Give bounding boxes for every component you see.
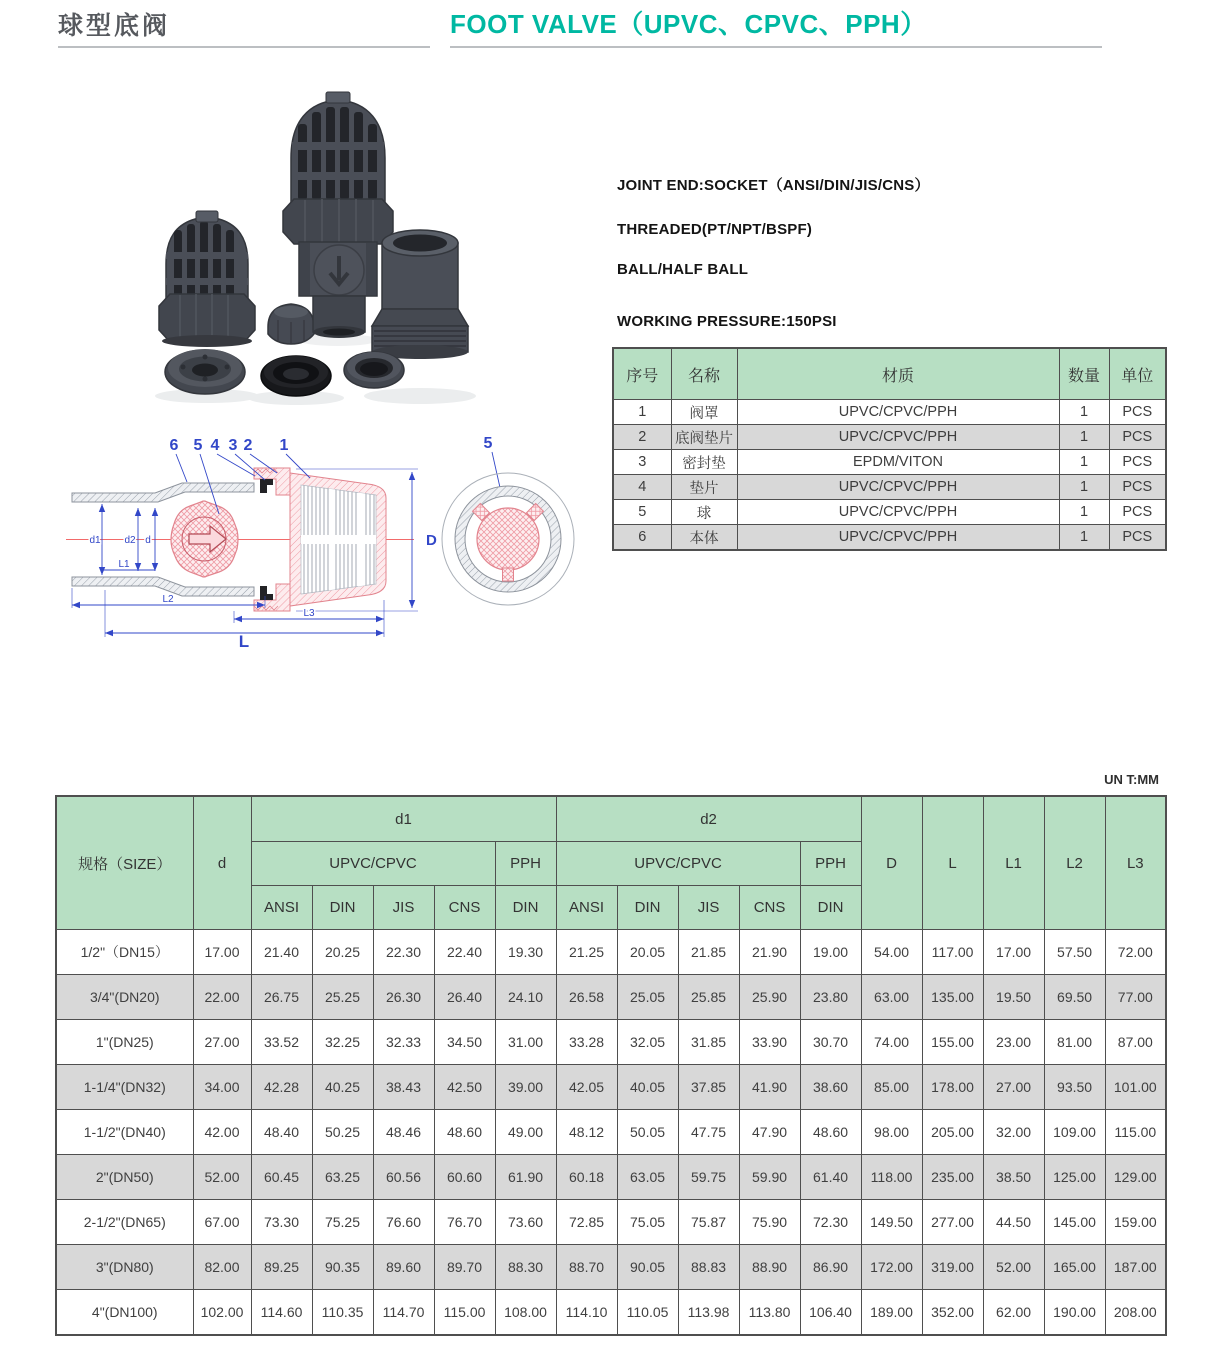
table-cell: 129.00 bbox=[1105, 1155, 1166, 1200]
col-header-L3: L3 bbox=[1105, 796, 1166, 930]
table-cell: 208.00 bbox=[1105, 1290, 1166, 1336]
table-cell: 1 bbox=[1059, 525, 1109, 551]
col-header-din-d1: DIN bbox=[312, 886, 373, 930]
end-view-part-label: 5 bbox=[483, 435, 493, 452]
table-cell: 41.90 bbox=[739, 1065, 800, 1110]
table-cell: 垫片 bbox=[671, 475, 737, 500]
table-cell: 59.75 bbox=[678, 1155, 739, 1200]
dim-D: D bbox=[426, 532, 437, 549]
part-label-5: 5 bbox=[193, 437, 203, 454]
gasket-gray-right bbox=[344, 352, 404, 388]
ball-section bbox=[171, 501, 238, 577]
table-cell: UPVC/CPVC/PPH bbox=[737, 400, 1059, 425]
table-cell: 60.60 bbox=[434, 1155, 495, 1200]
table-cell: 1"(DN25) bbox=[56, 1020, 193, 1065]
part-label-4: 4 bbox=[210, 437, 220, 454]
gasket-gray-left bbox=[165, 349, 245, 394]
table-cell: 40.05 bbox=[617, 1065, 678, 1110]
part-label-3: 3 bbox=[228, 437, 238, 454]
table-cell: 49.00 bbox=[495, 1110, 556, 1155]
table-cell: 117.00 bbox=[922, 930, 983, 975]
table-cell: 114.60 bbox=[251, 1290, 312, 1336]
valve-cap bbox=[268, 304, 314, 344]
table-cell: 90.05 bbox=[617, 1245, 678, 1290]
table-cell: 20.05 bbox=[617, 930, 678, 975]
table-cell: 76.60 bbox=[373, 1200, 434, 1245]
table-cell: EPDM/VITON bbox=[737, 450, 1059, 475]
table-row bbox=[613, 475, 1166, 500]
table-cell: 63.05 bbox=[617, 1155, 678, 1200]
table-cell: 2-1/2"(DN65) bbox=[56, 1200, 193, 1245]
col-header-din-d2: DIN bbox=[617, 886, 678, 930]
table-row bbox=[56, 1020, 1166, 1065]
table-cell: 19.00 bbox=[800, 930, 861, 975]
table-cell: 85.00 bbox=[861, 1065, 922, 1110]
table-row bbox=[613, 450, 1166, 475]
table-cell: 底阀垫片 bbox=[671, 425, 737, 450]
col-header-jis-d1: JIS bbox=[373, 886, 434, 930]
table-cell: 25.90 bbox=[739, 975, 800, 1020]
table-cell: 60.18 bbox=[556, 1155, 617, 1200]
table-row bbox=[56, 1110, 1166, 1155]
table-cell: 32.00 bbox=[983, 1110, 1044, 1155]
part-label-1: 1 bbox=[279, 437, 289, 454]
small-strainer-cage bbox=[159, 211, 255, 347]
table-row bbox=[613, 500, 1166, 525]
table-cell: 187.00 bbox=[1105, 1245, 1166, 1290]
col-header-d: d bbox=[193, 796, 251, 930]
table-cell: 38.43 bbox=[373, 1065, 434, 1110]
table-cell: 50.25 bbox=[312, 1110, 373, 1155]
col-header-L2: L2 bbox=[1044, 796, 1105, 930]
table-cell: 155.00 bbox=[922, 1020, 983, 1065]
col-header-name: 名称 bbox=[671, 348, 737, 400]
table-cell: 34.50 bbox=[434, 1020, 495, 1065]
table-cell: 32.05 bbox=[617, 1020, 678, 1065]
end-view bbox=[442, 473, 574, 605]
unit-note: UN T:MM bbox=[1104, 772, 1159, 787]
table-cell: 5 bbox=[613, 500, 671, 525]
table-cell: 33.52 bbox=[251, 1020, 312, 1065]
col-header-material: 材质 bbox=[737, 348, 1059, 400]
dim-d2: d2 bbox=[124, 535, 136, 546]
part-label-2: 2 bbox=[243, 437, 253, 454]
table-cell: 32.33 bbox=[373, 1020, 434, 1065]
table-cell: 76.70 bbox=[434, 1200, 495, 1245]
table-cell: 135.00 bbox=[922, 975, 983, 1020]
spec-working-pressure: WORKING PRESSURE:150PSI bbox=[617, 313, 837, 330]
table-cell: 172.00 bbox=[861, 1245, 922, 1290]
dim-L: L bbox=[238, 632, 250, 651]
col-group-upvc-d2: UPVC/CPVC bbox=[556, 842, 800, 886]
table-cell: 48.46 bbox=[373, 1110, 434, 1155]
spec-threaded: THREADED(PT/NPT/BSPF) bbox=[617, 221, 813, 238]
table-cell: 125.00 bbox=[1044, 1155, 1105, 1200]
table-cell: 57.50 bbox=[1044, 930, 1105, 975]
table-cell: 159.00 bbox=[1105, 1200, 1166, 1245]
table-cell: 52.00 bbox=[193, 1155, 251, 1200]
col-group-upvc-d1: UPVC/CPVC bbox=[251, 842, 495, 886]
table-cell: 39.00 bbox=[495, 1065, 556, 1110]
table-cell: 89.60 bbox=[373, 1245, 434, 1290]
table-cell: 26.75 bbox=[251, 975, 312, 1020]
table-cell: 63.25 bbox=[312, 1155, 373, 1200]
table-cell: 1-1/2"(DN40) bbox=[56, 1110, 193, 1155]
table-cell: PCS bbox=[1109, 400, 1166, 425]
table-cell: 40.25 bbox=[312, 1065, 373, 1110]
table-cell: 44.50 bbox=[983, 1200, 1044, 1245]
parts-header-row bbox=[613, 348, 1166, 400]
col-header-ansi-d1: ANSI bbox=[251, 886, 312, 930]
product-photo bbox=[100, 80, 600, 420]
table-cell: 110.05 bbox=[617, 1290, 678, 1336]
table-cell: 42.50 bbox=[434, 1065, 495, 1110]
col-header-L: L bbox=[922, 796, 983, 930]
table-cell: 82.00 bbox=[193, 1245, 251, 1290]
table-cell: 48.40 bbox=[251, 1110, 312, 1155]
table-cell: 165.00 bbox=[1044, 1245, 1105, 1290]
table-cell: 27.00 bbox=[193, 1020, 251, 1065]
table-cell: 38.60 bbox=[800, 1065, 861, 1110]
table-row bbox=[56, 930, 1166, 975]
gasket-black-middle bbox=[261, 356, 331, 396]
table-cell: 1 bbox=[1059, 450, 1109, 475]
technical-drawing bbox=[58, 418, 603, 653]
table-cell: 60.56 bbox=[373, 1155, 434, 1200]
table-cell: PCS bbox=[1109, 450, 1166, 475]
table-cell: 114.70 bbox=[373, 1290, 434, 1336]
table-cell: 1 bbox=[613, 400, 671, 425]
table-cell: 110.35 bbox=[312, 1290, 373, 1336]
col-group-d1: d1 bbox=[251, 796, 556, 842]
title-underline-left bbox=[58, 46, 430, 48]
table-cell: 26.40 bbox=[434, 975, 495, 1020]
table-cell: 149.50 bbox=[861, 1200, 922, 1245]
table-cell: 277.00 bbox=[922, 1200, 983, 1245]
table-cell: 42.28 bbox=[251, 1065, 312, 1110]
table-cell: 22.30 bbox=[373, 930, 434, 975]
strainer-section bbox=[290, 473, 386, 606]
spec-ball: BALL/HALF BALL bbox=[617, 261, 749, 278]
table-cell: 73.60 bbox=[495, 1200, 556, 1245]
table-cell: 88.83 bbox=[678, 1245, 739, 1290]
table-cell: 75.25 bbox=[312, 1200, 373, 1245]
table-cell: 4 bbox=[613, 475, 671, 500]
table-cell: 3"(DN80) bbox=[56, 1245, 193, 1290]
table-cell: 25.25 bbox=[312, 975, 373, 1020]
table-cell: 17.00 bbox=[193, 930, 251, 975]
table-cell: 38.50 bbox=[983, 1155, 1044, 1200]
table-cell: 52.00 bbox=[983, 1245, 1044, 1290]
table-cell: 26.58 bbox=[556, 975, 617, 1020]
table-cell: UPVC/CPVC/PPH bbox=[737, 425, 1059, 450]
dimension-table bbox=[55, 795, 1167, 1336]
table-cell: 阀罩 bbox=[671, 400, 737, 425]
table-cell: 1/2"（DN15） bbox=[56, 930, 193, 975]
table-cell: 75.87 bbox=[678, 1200, 739, 1245]
table-cell: 50.05 bbox=[617, 1110, 678, 1155]
table-cell: UPVC/CPVC/PPH bbox=[737, 475, 1059, 500]
table-cell: 62.00 bbox=[983, 1290, 1044, 1336]
table-cell: 31.85 bbox=[678, 1020, 739, 1065]
table-cell: 球 bbox=[671, 500, 737, 525]
parts-table-wrap bbox=[612, 347, 1165, 551]
table-cell: 67.00 bbox=[193, 1200, 251, 1245]
table-cell: 61.90 bbox=[495, 1155, 556, 1200]
table-cell: 60.45 bbox=[251, 1155, 312, 1200]
table-cell: 113.98 bbox=[678, 1290, 739, 1336]
table-cell: 1 bbox=[1059, 425, 1109, 450]
col-group-pph-d1: PPH bbox=[495, 842, 556, 886]
table-row bbox=[56, 1200, 1166, 1245]
table-cell: 87.00 bbox=[1105, 1020, 1166, 1065]
table-row bbox=[56, 1290, 1166, 1336]
col-header-size: 规格（SIZE） bbox=[56, 796, 193, 930]
table-cell: 47.90 bbox=[739, 1110, 800, 1155]
col-header-no: 序号 bbox=[613, 348, 671, 400]
col-header-D: D bbox=[861, 796, 922, 930]
table-cell: 26.30 bbox=[373, 975, 434, 1020]
col-header-pphdin-d1: DIN bbox=[495, 886, 556, 930]
table-cell: 88.90 bbox=[739, 1245, 800, 1290]
table-cell: 75.90 bbox=[739, 1200, 800, 1245]
table-cell: PCS bbox=[1109, 525, 1166, 551]
table-cell: 42.00 bbox=[193, 1110, 251, 1155]
page-title-en: FOOT VALVE（UPVC、CPVC、PPH） bbox=[450, 9, 927, 39]
spec-joint-end: JOINT END:SOCKET（ANSI/DIN/JIS/CNS） bbox=[617, 177, 930, 194]
table-cell: 102.00 bbox=[193, 1290, 251, 1336]
table-cell: 189.00 bbox=[861, 1290, 922, 1336]
table-cell: 118.00 bbox=[861, 1155, 922, 1200]
col-header-L1: L1 bbox=[983, 796, 1044, 930]
table-cell: PCS bbox=[1109, 475, 1166, 500]
table-cell: PCS bbox=[1109, 500, 1166, 525]
table-cell: 77.00 bbox=[1105, 975, 1166, 1020]
table-cell: 本体 bbox=[671, 525, 737, 551]
dim-d1: d1 bbox=[89, 535, 101, 546]
table-cell: 21.90 bbox=[739, 930, 800, 975]
table-cell: 3 bbox=[613, 450, 671, 475]
table-cell: 61.40 bbox=[800, 1155, 861, 1200]
table-cell: 109.00 bbox=[1044, 1110, 1105, 1155]
table-cell: 20.25 bbox=[312, 930, 373, 975]
table-cell: 42.05 bbox=[556, 1065, 617, 1110]
table-cell: 69.50 bbox=[1044, 975, 1105, 1020]
table-cell: 115.00 bbox=[1105, 1110, 1166, 1155]
table-cell: 19.30 bbox=[495, 930, 556, 975]
table-cell: 145.00 bbox=[1044, 1200, 1105, 1245]
title-underline-right bbox=[450, 46, 1102, 48]
col-header-jis-d2: JIS bbox=[678, 886, 739, 930]
table-cell: 59.90 bbox=[739, 1155, 800, 1200]
table-cell: 2"(DN50) bbox=[56, 1155, 193, 1200]
table-cell: 72.30 bbox=[800, 1200, 861, 1245]
table-cell: 101.00 bbox=[1105, 1065, 1166, 1110]
table-cell: 48.12 bbox=[556, 1110, 617, 1155]
table-cell: 98.00 bbox=[861, 1110, 922, 1155]
table-cell: 22.00 bbox=[193, 975, 251, 1020]
table-cell: UPVC/CPVC/PPH bbox=[737, 500, 1059, 525]
col-header-qty: 数量 bbox=[1059, 348, 1109, 400]
table-row bbox=[56, 975, 1166, 1020]
dim-L1: L1 bbox=[118, 559, 130, 570]
table-cell: 178.00 bbox=[922, 1065, 983, 1110]
table-cell: 25.85 bbox=[678, 975, 739, 1020]
table-cell: 27.00 bbox=[983, 1065, 1044, 1110]
table-row bbox=[56, 1155, 1166, 1200]
table-cell: 3/4"(DN20) bbox=[56, 975, 193, 1020]
table-cell: 90.35 bbox=[312, 1245, 373, 1290]
part-label-6: 6 bbox=[169, 437, 179, 454]
dim-d: d bbox=[145, 535, 151, 546]
table-cell: 205.00 bbox=[922, 1110, 983, 1155]
table-cell: 93.50 bbox=[1044, 1065, 1105, 1110]
col-header-cns-d2: CNS bbox=[739, 886, 800, 930]
table-cell: 63.00 bbox=[861, 975, 922, 1020]
table-row bbox=[56, 1065, 1166, 1110]
col-header-unit: 单位 bbox=[1109, 348, 1166, 400]
table-cell: 30.70 bbox=[800, 1020, 861, 1065]
col-header-ansi-d2: ANSI bbox=[556, 886, 617, 930]
table-cell: 23.00 bbox=[983, 1020, 1044, 1065]
dimension-table-wrap bbox=[55, 795, 1165, 1336]
table-cell: 25.05 bbox=[617, 975, 678, 1020]
col-group-d2: d2 bbox=[556, 796, 861, 842]
foot-valve-assembly bbox=[283, 92, 393, 338]
col-group-pph-d2: PPH bbox=[800, 842, 861, 886]
table-cell: 113.80 bbox=[739, 1290, 800, 1336]
col-header-pphdin-d2: DIN bbox=[800, 886, 861, 930]
dim-header-row-1 bbox=[56, 796, 1166, 842]
table-cell: 72.85 bbox=[556, 1200, 617, 1245]
table-cell: 34.00 bbox=[193, 1065, 251, 1110]
page-title-zh: 球型底阀 bbox=[58, 12, 171, 40]
table-cell: 48.60 bbox=[800, 1110, 861, 1155]
table-row bbox=[613, 525, 1166, 551]
table-cell: UPVC/CPVC/PPH bbox=[737, 525, 1059, 551]
table-cell: 17.00 bbox=[983, 930, 1044, 975]
table-cell: 密封垫 bbox=[671, 450, 737, 475]
table-cell: 75.05 bbox=[617, 1200, 678, 1245]
table-cell: 319.00 bbox=[922, 1245, 983, 1290]
table-cell: 31.00 bbox=[495, 1020, 556, 1065]
table-cell: 352.00 bbox=[922, 1290, 983, 1336]
socket-end-body bbox=[372, 230, 468, 359]
table-cell: 235.00 bbox=[922, 1155, 983, 1200]
table-cell: 115.00 bbox=[434, 1290, 495, 1336]
table-cell: 88.30 bbox=[495, 1245, 556, 1290]
table-cell: 21.85 bbox=[678, 930, 739, 975]
table-cell: 114.10 bbox=[556, 1290, 617, 1336]
table-cell: 108.00 bbox=[495, 1290, 556, 1336]
dim-L2: L2 bbox=[162, 594, 174, 605]
table-cell: 22.40 bbox=[434, 930, 495, 975]
dim-L3: L3 bbox=[303, 608, 315, 619]
table-cell: 4"(DN100) bbox=[56, 1290, 193, 1336]
table-cell: 1 bbox=[1059, 400, 1109, 425]
table-cell: 89.25 bbox=[251, 1245, 312, 1290]
table-cell: 88.70 bbox=[556, 1245, 617, 1290]
parts-table bbox=[612, 347, 1167, 551]
table-cell: 86.90 bbox=[800, 1245, 861, 1290]
table-cell: 81.00 bbox=[1044, 1020, 1105, 1065]
table-cell: 1 bbox=[1059, 500, 1109, 525]
table-cell: 54.00 bbox=[861, 930, 922, 975]
table-row bbox=[613, 425, 1166, 450]
table-cell: 19.50 bbox=[983, 975, 1044, 1020]
table-cell: 74.00 bbox=[861, 1020, 922, 1065]
table-cell: 6 bbox=[613, 525, 671, 551]
table-cell: 32.25 bbox=[312, 1020, 373, 1065]
table-cell: 37.85 bbox=[678, 1065, 739, 1110]
table-row bbox=[613, 400, 1166, 425]
table-cell: 1 bbox=[1059, 475, 1109, 500]
table-cell: 47.75 bbox=[678, 1110, 739, 1155]
table-cell: 72.00 bbox=[1105, 930, 1166, 975]
table-cell: 48.60 bbox=[434, 1110, 495, 1155]
table-cell: 106.40 bbox=[800, 1290, 861, 1336]
table-cell: 33.28 bbox=[556, 1020, 617, 1065]
col-header-cns-d1: CNS bbox=[434, 886, 495, 930]
table-cell: 2 bbox=[613, 425, 671, 450]
table-cell: 33.90 bbox=[739, 1020, 800, 1065]
table-cell: 21.25 bbox=[556, 930, 617, 975]
table-cell: 24.10 bbox=[495, 975, 556, 1020]
table-cell: 1-1/4"(DN32) bbox=[56, 1065, 193, 1110]
table-cell: 23.80 bbox=[800, 975, 861, 1020]
table-cell: 89.70 bbox=[434, 1245, 495, 1290]
table-cell: PCS bbox=[1109, 425, 1166, 450]
table-cell: 190.00 bbox=[1044, 1290, 1105, 1336]
table-cell: 21.40 bbox=[251, 930, 312, 975]
table-row bbox=[56, 1245, 1166, 1290]
table-cell: 73.30 bbox=[251, 1200, 312, 1245]
